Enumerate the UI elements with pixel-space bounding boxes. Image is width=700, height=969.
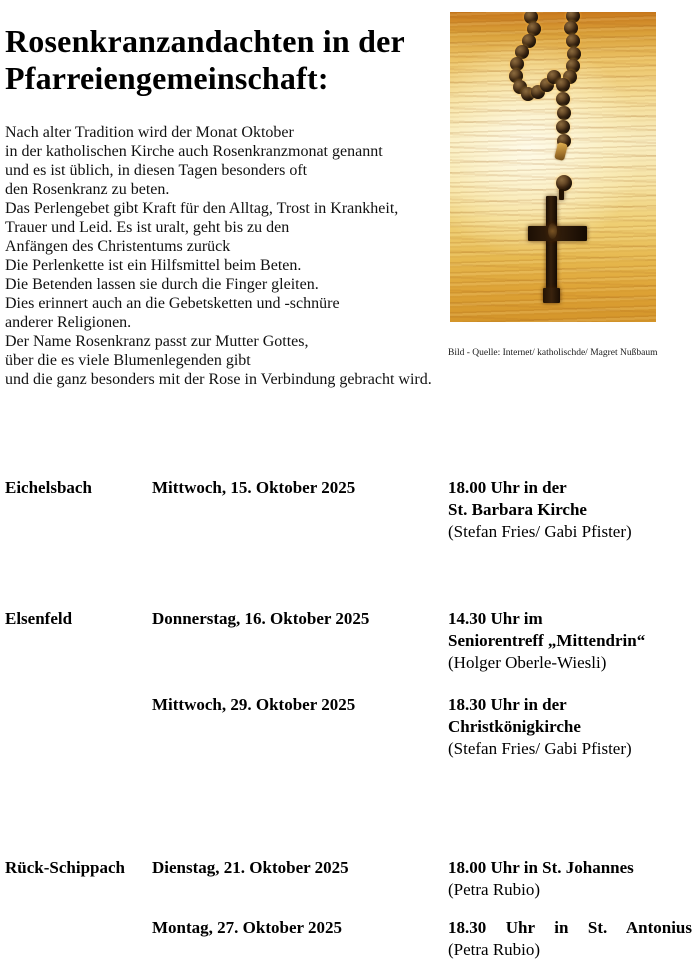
schedule-presenter: (Stefan Fries/ Gabi Pfister) — [448, 739, 632, 758]
crucifix-link — [559, 189, 564, 200]
intro-line: Die Perlenkette ist ein Hilfsmittel beim Beten. — [5, 257, 302, 274]
crucifix-corpus — [548, 223, 557, 239]
schedule-date: Mittwoch, 29. Oktober 2025 — [152, 695, 356, 714]
schedule-presenter: (Stefan Fries/ Gabi Pfister) — [448, 522, 632, 541]
page-title-line2: Pfarreiengemeinschaft: — [5, 60, 329, 96]
schedule-date: Donnerstag, 16. Oktober 2025 — [152, 609, 370, 628]
rosary-bead — [556, 92, 570, 106]
schedule-location: Elsenfeld — [5, 609, 73, 628]
schedule-presenter: (Holger Oberle-Wiesli) — [448, 653, 607, 672]
schedule-time-line: St. Barbara Kirche — [448, 500, 587, 519]
schedule-time-line: 18.00 Uhr in St. Johannes — [448, 858, 634, 877]
page-title — [5, 23, 445, 97]
rosary-photo — [450, 12, 656, 322]
schedule-time-line: 18.00 Uhr in der — [448, 478, 567, 497]
schedule-time — [448, 477, 692, 543]
schedule-date: Dienstag, 21. Oktober 2025 — [152, 858, 349, 877]
schedule-time — [448, 694, 692, 760]
schedule-time-line: 18.30 Uhr in St. Antonius — [448, 918, 692, 937]
schedule-presenter: (Petra Rubio) — [448, 940, 541, 959]
crucifix-stem — [546, 196, 557, 294]
schedule-date: Montag, 27. Oktober 2025 — [152, 918, 342, 937]
intro-line: in der katholischen Kirche auch Rosenkranzmonat genannt — [5, 143, 383, 160]
crucifix-crossbar — [528, 226, 587, 241]
schedule-time-line: 18.30 Uhr in der — [448, 695, 567, 714]
schedule-date: Mittwoch, 15. Oktober 2025 — [152, 478, 356, 497]
intro-line: den Rosenkranz zu beten. — [5, 181, 170, 198]
schedule-time — [448, 917, 692, 961]
intro-line: Die Betenden lassen sie durch die Finger gleiten. — [5, 276, 319, 293]
photo-caption: Bild - Quelle: Internet/ katholischde/ Magret Nußbaum — [448, 348, 658, 358]
intro-line: Anfängen des Christentums zurück — [5, 238, 231, 255]
schedule-location: Rück-Schippach — [5, 858, 125, 877]
rosary-bead — [566, 34, 580, 48]
intro-line: Der Name Rosenkranz passt zur Mutter Gottes, — [5, 333, 309, 350]
rosary-bead — [564, 21, 578, 35]
intro-line: und die ganz besonders mit der Rose in Verbindung gebracht wird. — [5, 371, 432, 388]
intro-line: und es ist üblich, in diesen Tagen besonders oft — [5, 162, 308, 179]
intro-line: über die es viele Blumenlegenden gibt — [5, 352, 251, 369]
schedule-time — [448, 857, 692, 901]
schedule-time-line: 14.30 Uhr im — [448, 609, 543, 628]
crucifix-base — [543, 288, 560, 303]
rosary-knot — [554, 142, 568, 161]
intro-paragraph — [5, 123, 470, 389]
rosary-bead — [556, 78, 570, 92]
schedule-time — [448, 608, 692, 674]
intro-line: anderer Religionen. — [5, 314, 132, 331]
intro-line: Das Perlengebet gibt Kraft für den Alltag, Trost in Krankheit, — [5, 200, 399, 217]
schedule-location: Eichelsbach — [5, 478, 92, 497]
intro-line: Trauer und Leid. Es ist uralt, geht bis zu den — [5, 219, 290, 236]
schedule-time-line: Seniorentreff „Mittendrin“ — [448, 631, 646, 650]
rosary-bead — [557, 106, 571, 120]
rosary-bead — [556, 120, 570, 134]
schedule-presenter: (Petra Rubio) — [448, 880, 541, 899]
intro-line: Dies erinnert auch an die Gebetsketten und -schnüre — [5, 295, 340, 312]
page-title-line1: Rosenkranzandachten in der — [5, 23, 405, 59]
schedule-time-line: Christkönigkirche — [448, 717, 581, 736]
intro-line: Nach alter Tradition wird der Monat Oktober — [5, 124, 294, 141]
